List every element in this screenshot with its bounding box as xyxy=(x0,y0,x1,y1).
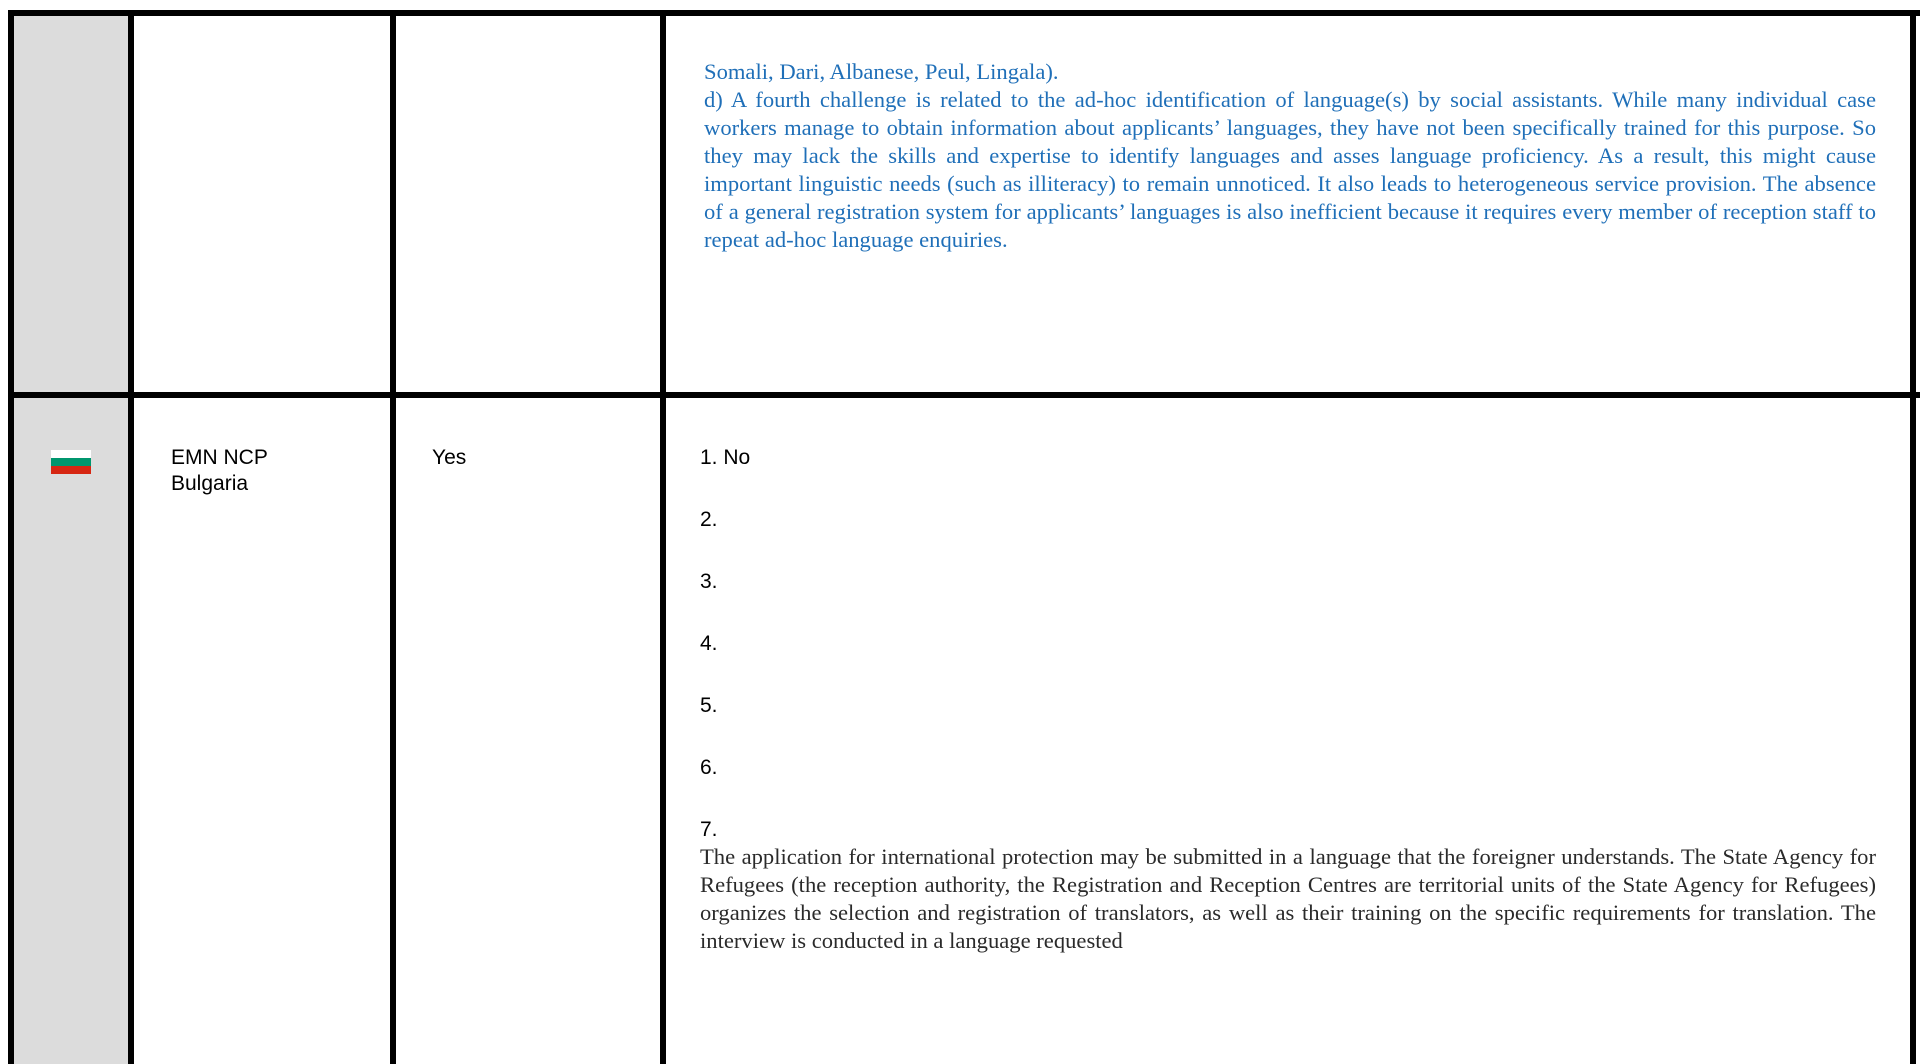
country-line1: EMN NCP xyxy=(171,446,268,469)
row2-answer-list xyxy=(700,445,1876,955)
row1-paragraph-challenge: d) A fourth challenge is related to the ad-hoc identification of language(s) by social assistants. While many individual case workers manage to obtain information about applicants’ languages, they have not been specifically trained for this purpose. So they may lack the skills and expertise to identify languages and asses language proficiency. As a result, this might cause important linguistic needs (such as illiteracy) to remain unnoticed. It also leads to heterogeneous service provision. The absence of a general registration system for applicants’ languages is also inefficient because it requires every member of reception staff to repeat ad-hoc language enquiries. xyxy=(704,87,1876,252)
list-item-4: 4. xyxy=(700,632,718,655)
bulgaria-flag-icon xyxy=(51,450,91,474)
column-divider-1 xyxy=(128,10,134,1064)
list-item-1: 1. No xyxy=(700,446,751,469)
country-name xyxy=(171,445,371,497)
country-line2: Bulgaria xyxy=(171,472,249,495)
list-item-6: 6. xyxy=(700,756,718,779)
flag-stripe-white xyxy=(51,450,91,458)
list-item-3: 3. xyxy=(700,570,718,593)
row1-line-languages: Somali, Dari, Albanese, Peul, Lingala). xyxy=(704,59,1059,84)
flag-column-background xyxy=(14,16,128,1064)
table-right-border xyxy=(1910,10,1916,1064)
column-divider-3 xyxy=(660,10,666,1064)
flag-stripe-red xyxy=(51,466,91,474)
flag-stripe-green xyxy=(51,458,91,466)
list-item-2: 2. xyxy=(700,508,718,531)
answer-value: Yes xyxy=(432,446,467,469)
list-item-5: 5. xyxy=(700,694,718,717)
table-top-border xyxy=(8,10,1920,16)
column-divider-2 xyxy=(390,10,396,1064)
table-left-border xyxy=(8,10,14,1064)
row1-answer-text xyxy=(704,58,1876,254)
list-item-7: 7. xyxy=(700,818,718,841)
row2-paragraph: The application for international protection may be submitted in a language that the foreigner understands. The State Agency for Refugees (the reception authority, the Registration and Reception Centres are territorial units of the State Agency for Refugees) organizes the selection and registration of translators, as well as their training on the specific requirements for translation. The interview is conducted in a language requested xyxy=(700,844,1876,953)
row-divider xyxy=(8,392,1920,398)
